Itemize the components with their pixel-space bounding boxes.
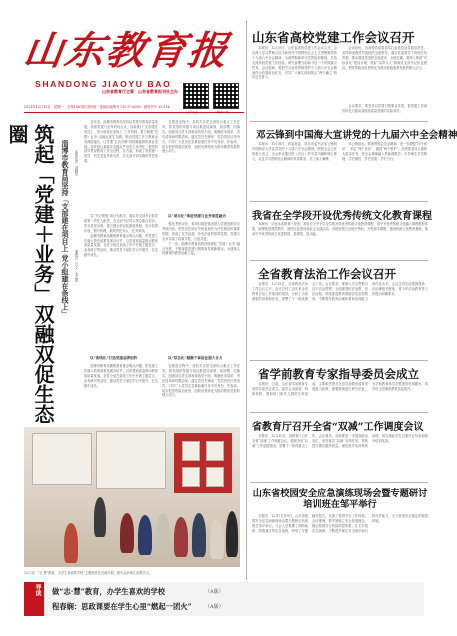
article-headline[interactable]: 邓云锋到中国海大宣讲党的十九届六中全会精神	[256, 130, 457, 141]
sponsor-line: 山东省教育厅主管 山东省教育报刊社主办	[102, 89, 178, 94]
news-photo[interactable]	[24, 427, 240, 567]
person	[210, 519, 224, 559]
article-body: 本报讯 12月8日，全省教育法治工作会议召开。会议总结了近年来全省教育法治工作取得的成效，分析了当前面临的形势和任务，部署了下一阶段重点工作。会议要求，要深入学习贯彻习近平法治思想，全面推进依法治教、依法治校，持续推进教育系统法治宣传教育，不断提升教育治理体系和治理能力现代化水平。会议还对法治校园建设、法治副校长配备、青少年法治教育等工作提出明确要求。	[252, 282, 428, 301]
person	[174, 517, 188, 557]
divider	[250, 412, 428, 413]
guide-item-title[interactable]: 做“志·慧”教育，办学生喜欢的学校	[52, 587, 166, 596]
lead-section-head: 以“常态化”凝聚干事创业强大合力	[168, 356, 223, 360]
photo-caption: 12月初，“志·慧”教育、办学生喜欢的学校”主题展览在济南开展，吸引众多师生参观学习。	[24, 571, 152, 575]
photo-frame	[206, 467, 224, 487]
person	[94, 497, 106, 537]
article-body: 会议指出，各高校党委要切实扛起管党治党政治责任，坚持和加强党对高校的全面领导，落实党委领导下的校长负责制，推动基层党组织全面进步、全面过硬。要深入推进“对标争先”建设计划，抓好“双带头人”教师党支部书记队伍建设，把党的政治优势转化为推动高校改革发展的强大动力。	[342, 46, 427, 70]
dateline: 2021年12月13日 星期一 总第1861期 国内统一连续出版物号 CN 37-0009 邮发代号 23-156	[24, 105, 170, 109]
divider	[250, 260, 428, 261]
article-body: 本报讯 记者从省教育厅获悉，我省在大中小学全学段开设优秀传统文化教育课程，将中华优秀传统文化融入课程教材体系，统筹推进课堂教学、校园文化建设和社会实践活动。各地各校立足地方特色，开发校本课程，建设传统文化教育基地，推动中华优秀传统文化进校园、进课堂、进头脑。	[252, 222, 428, 236]
article-body: 会议要求，要坚持以党建引领事业发展，把党建工作成效转化为推动高校高质量发展的实际成效。	[342, 104, 427, 113]
lead-headline[interactable]: 筑起「党建＋业务」双融双促生态圈	[5, 124, 55, 424]
divider	[250, 360, 428, 361]
lead-body: 以“书记领航”项目为抓手，落实党支部书记抓党建第一责任人职责，各支部书记带头领办重点项目，带头攻坚克难。建立健全项目化推进机制，实行挂图作战、销号管理，做到责任到人、任务到岗。 淄博市教育局聚焦教育重点难点问题，把党建工作融入教育改革发展各环节，以党建高质量推动教育高质量发展。各党小组在条线工作中开展主题党日、业务研讨等活动，推动党员干部在学习中提升、在实践中成长。	[84, 214, 158, 258]
lead-body: 强化考核评价，将项目推进情况纳入党建述职评议考核内容，把党员在项目中的表现作为评先树优的重要依据，形成了比学赶超、争先创优的浓厚氛围，党建与业务实现了同频共振、互促共进。 下一步，淄博市教育局将持续深化“党建＋业务”融合发展，不断探索党建引领教育发展新路径，为建设人民满意的教育贡献力量。	[162, 222, 240, 256]
photo-frame	[206, 441, 224, 461]
lead-body: 近年来，淄博市教育局坚持以党建引领高质量发展，找准党建与业务的结合点，创新推行“支部建在项目上、党小组建在条线上”工作机制，着力构建“党建＋业务”双融双促生态圈，推动党建工作与教育业务深度融合，让党建“红色引擎”持续赋能教育事业发展。局党组认真落实全面从严治党主体责任，把党的领导贯穿教育工作全过程、各方面，形成了党组统一领导、机关党委具体负责、各支部分别实施的责任体系。	[84, 120, 158, 164]
person	[226, 511, 238, 557]
person	[138, 515, 152, 555]
lead-section-head: 以“项目化”推进党建与业务深度融合	[168, 214, 227, 218]
article-body: 本报讯 12月9日，山东省高校党建工作会议召开。会议深入学习贯彻习近平新时代中国特色社会主义思想和党的十九届六中全会精神，全面贯彻新时代党的组织路线，总结交流高校党建工作经验，研究部署当前和今后一个时期重点任务。会议强调，要把学习宣传贯彻党的十九届六中全会精神作为首要政治任务，引导广大师生深刻领会“两个确立”的决定性意义。	[252, 46, 337, 80]
article-body: 本报讯 日前，山东省学前教育专家指导委员会成立。委员会由高校、科研机构、教研部门和幼儿园的专家组成，主要职责是对全省学前教育改革发展重大政策、重要规划进行研究论证，为学前教育科学决策提供咨询服务，指导幼儿园保育教育质量提升。	[252, 382, 428, 396]
lead-body: 淄博市教育局聚焦教育重点难点问题，把党建工作融入教育改革发展各环节，以党建高质量推动教育高质量发展。各党小组在条线工作中开展主题党日、业务研讨等活动，推动党员干部在学习中提升、在实践中成长。	[84, 364, 158, 388]
guide-item-title[interactable]: 程春娴：思政课要在学生心里“燃起一团火”	[52, 602, 192, 611]
guide-item-page: （A版）	[205, 589, 224, 595]
divider	[250, 201, 428, 202]
article-headline[interactable]: 省教育厅召开全省“双减”工作调度会议	[252, 422, 424, 433]
logo-pinyin: SHANDONG JIAOYU BAO	[35, 79, 172, 89]
lead-body: 在推进过程中，局机关各党支部结合重点工作任务，将党组织设置与项目推进同谋划、同部署、同落实，组建项目党支部和条线党小组，明确任务清单、责任清单和时限清单。通过党员先锋岗、党员责任区等形式，引导广大党员在急难险重任务中亮身份、作表率，切实把党的政治优势、组织优势转化为推动教育发展的强大动力。	[162, 364, 240, 398]
photo-frame	[182, 441, 200, 461]
masthead-logo	[20, 24, 233, 78]
article-body: 本报讯 12月7日至9日，山东省校园安全应急演练现场会暨专题研讨培训班在邹平举行。与会人员观摩了消防疏散、防震减灾等应急演练，听取了专题辅导报告，交流了校园安全工作经验。会议强调，要牢固树立安全发展理念，健全校园安全风险防控体系，扎实开展应急演练，不断提升师生安全意识和自救自护能力，全力营造安全稳定的校园环境。	[252, 514, 428, 533]
lead-byline: 本报记者 刘晓星	[74, 150, 78, 176]
article-body: 本报讯 12月10日，省教育厅召开全省“双减”工作调度会议，通报全省“双减”工作进展情况，部署下一阶段重点工作。会议要求，各地要进一步提高政治站位，坚决落实“双减”各项任务，持续提升课后服务质量，深化校外培训机构治理，切实减轻学生过重作业负担和校外培训负担。	[252, 434, 428, 448]
lead-byline: 通讯员 吕文 毛正国	[74, 250, 78, 282]
guide-tag-label: 导读	[34, 584, 41, 596]
article-headline[interactable]: 全省教育法治工作会议召开	[258, 267, 396, 281]
person	[156, 513, 170, 555]
lead-body: 在推进过程中，局机关各党支部结合重点工作任务，将党组织设置与项目推进同谋划、同部署、同落实，组建项目党支部和条线党小组，明确任务清单、责任清单和时限清单。通过党员先锋岗、党员责任区等形式，引导广大党员在急难险重任务中亮身份、作表率，切实把党的政治优势、组织优势转化为推动教育发展的强大动力。	[162, 120, 240, 154]
person	[64, 523, 78, 563]
divider	[250, 121, 428, 122]
lead-section-head: 以“条线化”打造党建品牌矩阵	[90, 356, 138, 360]
column-divider	[246, 20, 247, 580]
article-headline[interactable]: 山东省高校党建工作会议召开	[252, 30, 415, 45]
guide-item-page: （A版）	[205, 604, 224, 610]
logo-text: 山东教育报	[20, 28, 233, 74]
exhibition-board	[32, 433, 92, 485]
article-headline[interactable]: 山东省校园安全应急演练现场会暨专题研讨培训班在邹平举行	[252, 488, 428, 510]
lead-subhead: 淄博市教育局坚持「支部建在项目上 党小组建在条线上」	[61, 140, 70, 318]
exhibition-board	[96, 431, 166, 489]
masthead-rule	[24, 112, 244, 113]
photo-frame	[182, 467, 200, 487]
article-body: 本报讯 12月8日，省委常委、青岛市委书记邓云锋到中国海洋大学宣讲党的十九届六中全会精神，围绕全会召开的重大意义、全会审议通过的《决议》的丰富内涵和核心要义，以及学习贯彻全会精神的具体要求，作了深入阐释。	[252, 142, 337, 161]
divider	[250, 482, 428, 483]
article-headline[interactable]: 我省在全学段开设优秀传统文化教育课程	[252, 211, 432, 222]
article-body: 邓云锋指出，要深刻领会全会精神，进一步增强“四个意识”、坚定“四个自信”、做到“两个维护”。高校要坚持立德树人根本任务，把全会精神融入思政课教学，引导师生学史明理、学史增信、学史崇德、学史力行。	[342, 142, 427, 161]
person	[192, 513, 206, 557]
article-headline[interactable]: 省学前教育专家指导委员会成立	[258, 367, 419, 381]
person	[120, 513, 134, 553]
